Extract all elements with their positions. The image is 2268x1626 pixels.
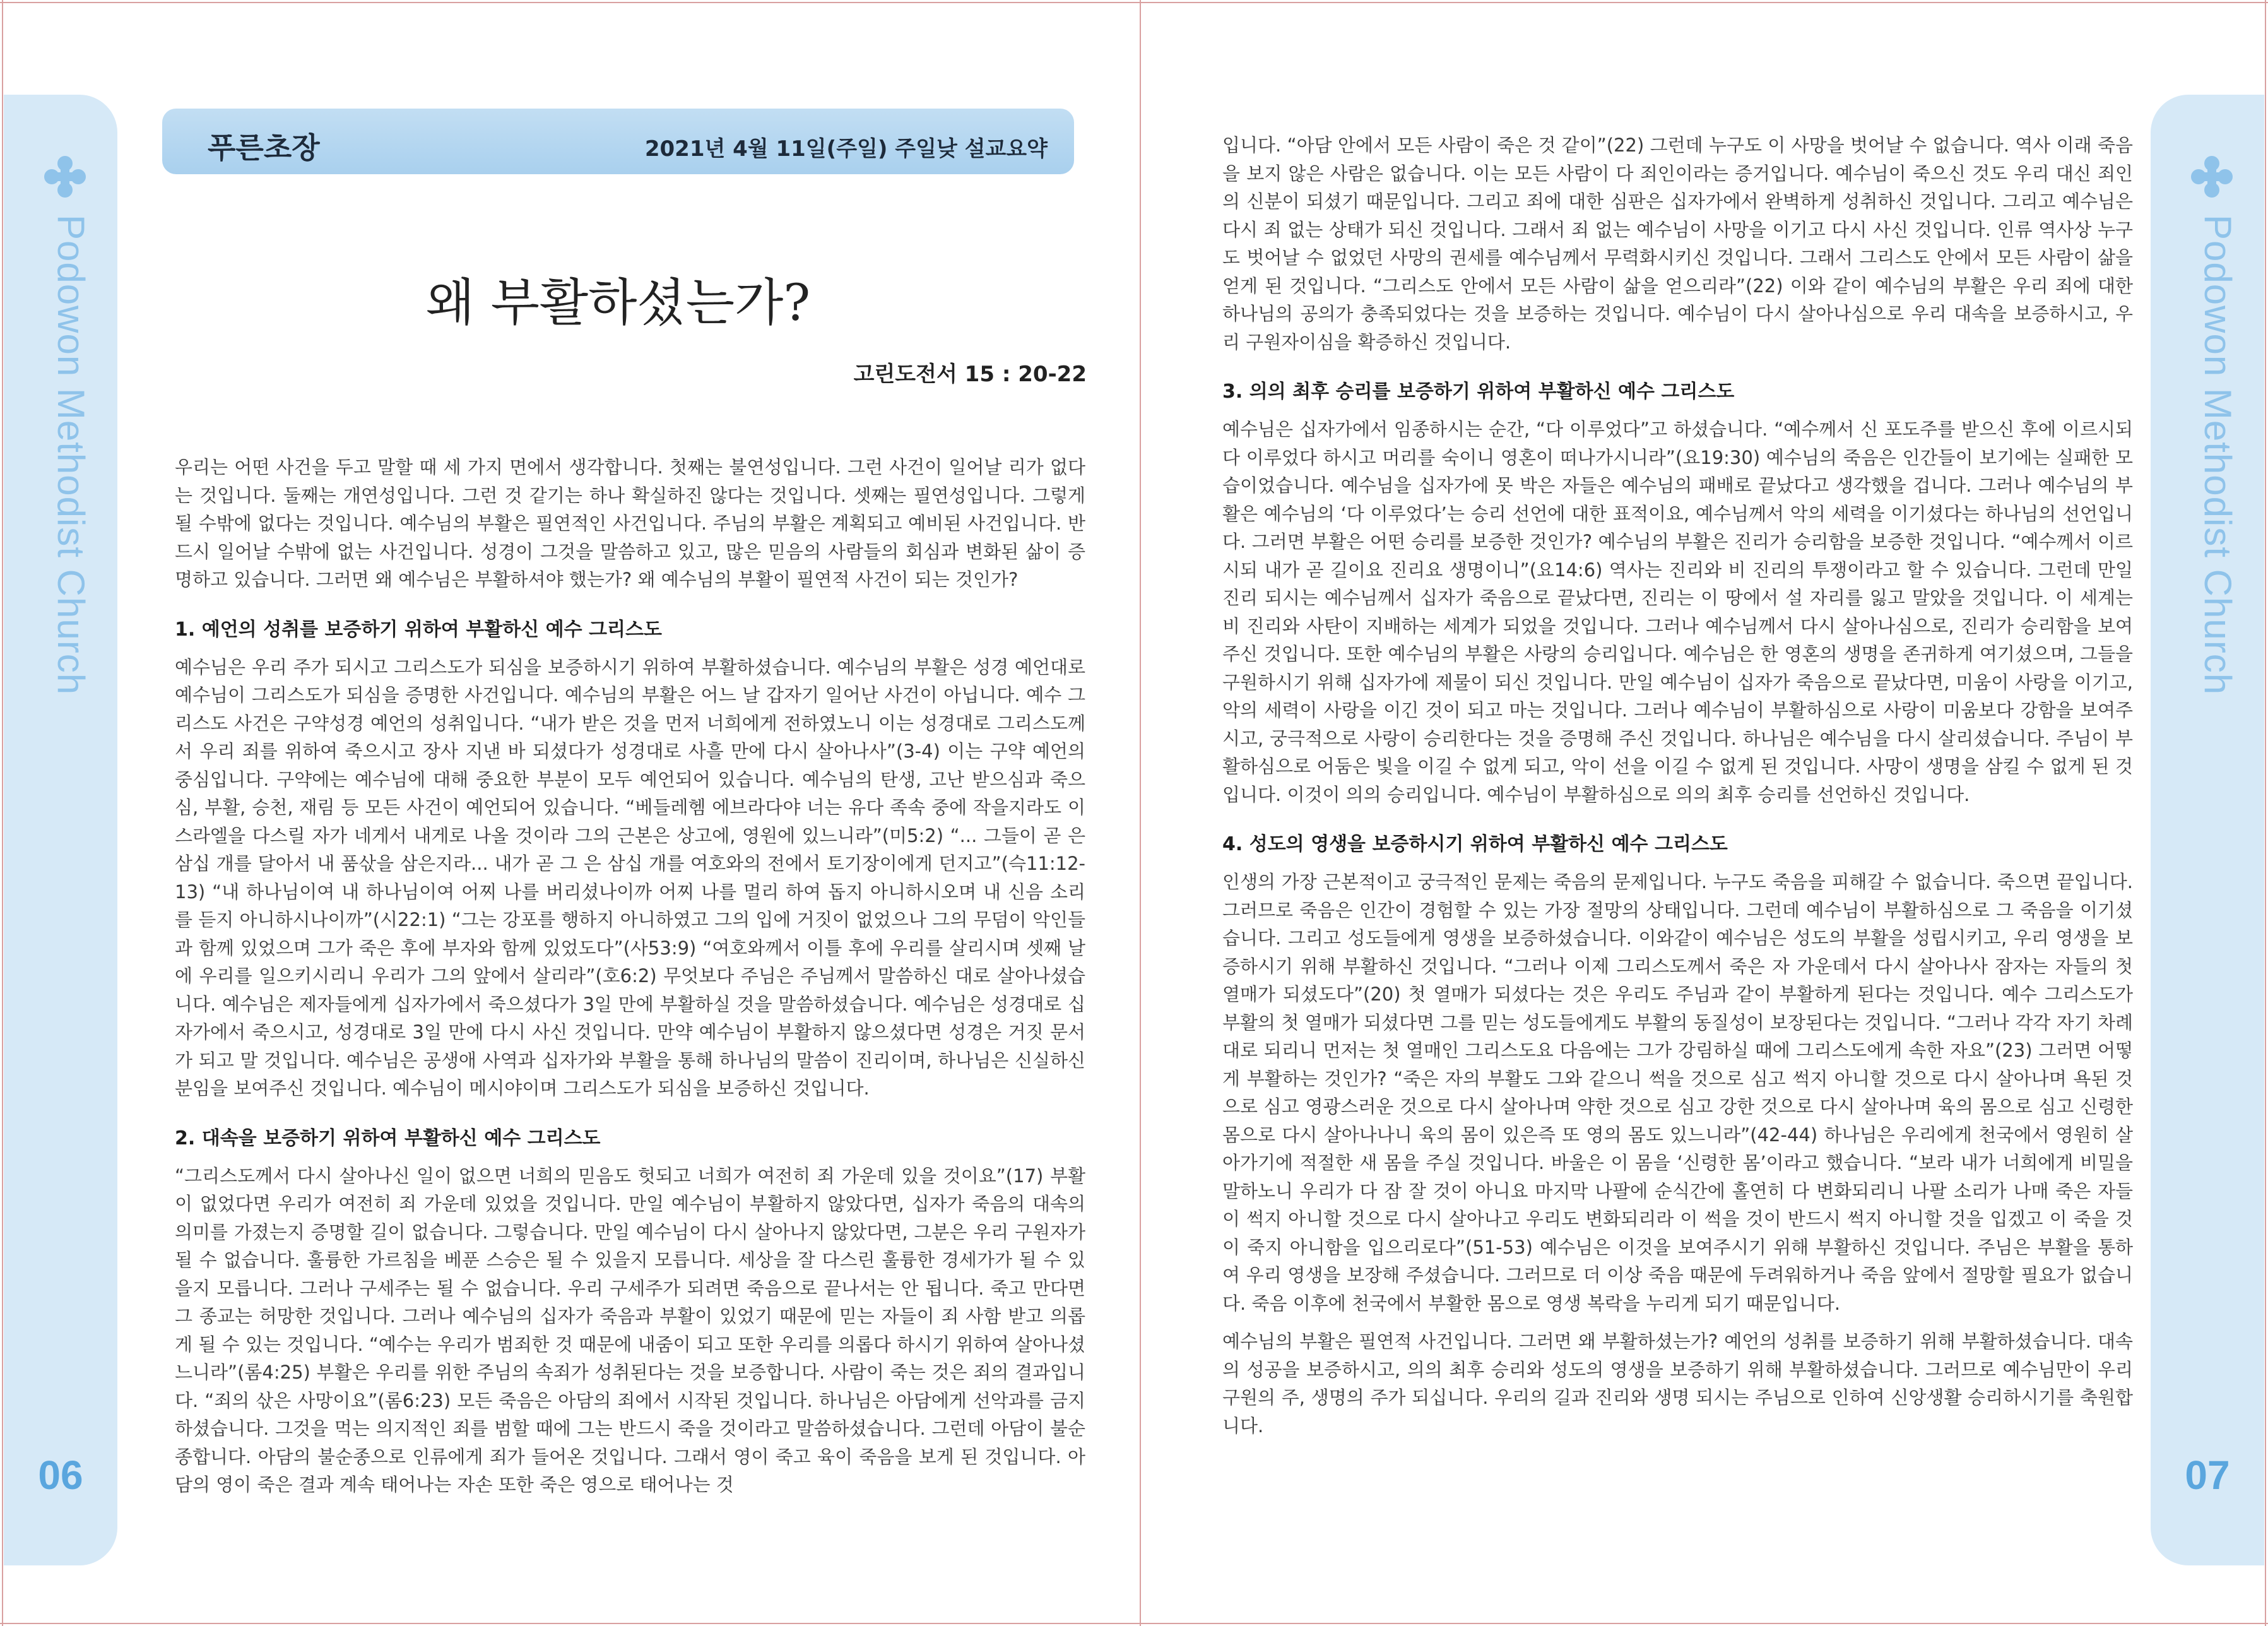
- page-number-left: 06: [38, 1452, 83, 1498]
- section-heading: 3. 의의 최후 승리를 보증하기 위하여 부활하신 예수 그리스도: [1222, 381, 1735, 403]
- page-number-right: 07: [2185, 1452, 2230, 1498]
- conclusion-paragraph: 예수님의 부활은 필연적 사건입니다. 그러면 왜 부활하셨는가? 예언의 성취를 보증하기 위해 부활하셨습니다. 대속의 성공을 보증하시고, 의의 최후 승리와 성도의 영생을 보증하기 위해 부활하셨습니다. 그러므로 예수님만이 우리 구원의 주, 생명의 주가 되십니다. 우리의 길과 진리와 생명 되시는 주님으로 인하여 신앙생활 승리하시기를 축원합니다.: [1222, 1331, 2133, 1437]
- crop-line-top: [0, 2, 2268, 3]
- section-heading: 1. 예언의 성취를 보증하기 위하여 부활하신 예수 그리스도: [175, 618, 662, 641]
- section-heading: 2. 대속을 보증하기 위하여 부활하신 예수 그리스도: [175, 1127, 601, 1149]
- sermon-date: 2021년 4월 11일(주일) 주일낮 설교요약: [644, 136, 1048, 162]
- crop-line-bottom: [0, 1623, 2268, 1624]
- church-name-vertical: Podowon Methodist Church: [2197, 215, 2239, 696]
- left-column: [175, 453, 1085, 1499]
- section-heading: 4. 성도의 영생을 보증하시기 위하여 부활하신 예수 그리스도: [1222, 833, 1728, 855]
- section-paragraph: 인생의 가장 근본적이고 궁극적인 문제는 죽음의 문제입니다. 누구도 죽음을 피해갈 수 없습니다. 죽으면 끝입니다. 그러므로 죽음은 인간이 경험할 수 있는 가장 절망의 상태입니다. 그런데 예수님이 부활하심으로 그 죽음을 이기셨습니다. 그리고 성도들에게 영생을 보증하셨습니다. 이와같이 예수님은 성도의 부활을 성립시키고, 우리 영생을 보증하시기 위해 부활하신 것입니다. “그러나 이제 그리스도께서 죽은 자 가운데서 다시 살아나사 잠자는 자들의 첫 열매가 되셨도다”(20) 첫 열매가 되셨다는 것은 우리도 주님과 같이 부활하게 된다는 것입니다. 예수 그리스도가 부활의 첫 열매가 되셨다면 그를 믿는 성도들에게도 부활의 동질성이 보장된다는 것입니다. “그러나 각각 자기 차례대로 되리니 먼저는 첫 열매인 그리스도요 다음에는 그가 강림하실 때에 그리스도에게 속한 자요”(23) 그러면 어떻게 부활하는 것인가? “죽은 자의 부활도 그와 같으니 썩을 것으로 심고 썩지 아니할 것으로 다시 살아나며 욕된 것으로 심고 영광스러운 것으로 다시 살아나며 약한 것으로 심고 강한 것으로 다시 살아나며 육의 몸으로 심고 신령한 몸으로 다시 살아나나니 육의 몸이 있은즉 또 영의 몸도 있느니라”(42-44) 하나님은 우리에게 천국에서 영원히 살아가기에 적절한 새 몸을 주실 것입니다. 바울은 이 몸을 ‘신령한 몸’이라고 했습니다. “보라 내가 너희에게 비밀을 말하노니 우리가 다 잠 잘 것이 아니요 마지막 나팔에 순식간에 홀연히 다 변화되리니 나팔 소리가 나매 죽은 자들이 썩지 아니할 것으로 다시 살아나고 우리도 변화되리라 이 썩을 것이 반드시 썩지 아니할 것을 입겠고 이 죽을 것이 죽지 아니함을 입으리로다”(51-53) 예수님은 이것을 보여주시기 위해 부활하신 것입니다. 주님은 부활을 통하여 우리 영생을 보장해 주셨습니다. 그러므로 더 이상 죽음 때문에 두려워하거나 죽음 앞에서 절망할 필요가 없습니다. 죽음 이후에 천국에서 부활한 몸으로 영생 복락을 누리게 되기 때문입니다.: [1222, 871, 2133, 1314]
- crop-line-left: [2, 0, 3, 1626]
- section-paragraph: 예수님은 우리 주가 되시고 그리스도가 되심을 보증하시기 위하여 부활하셨습니다. 예수님의 부활은 성경 예언대로 예수님이 그리스도가 되심을 증명한 사건입니다. 예수님의 부활은 어느 날 갑자기 일어난 사건이 아닙니다. 예수 그리스도 사건은 구약성경 예언의 성취입니다. “내가 받은 것을 먼저 너희에게 전하였노니 이는 성경대로 그리스도께서 우리 죄를 위하여 죽으시고 장사 지낸 바 되셨다가 성경대로 사흘 만에 다시 살아나사”(3-4) 이는 구약 예언의 중심입니다. 구약에는 예수님에 대해 중요한 부분이 모두 예언되어 있습니다. 예수님의 탄생, 고난 받으심과 죽으심, 부활, 승천, 재림 등 모든 사건이 예언되어 있습니다. “베들레헴 에브라다야 너는 유다 족속 중에 작을지라도 이스라엘을 다스릴 자가 네게서 내게로 나올 것이라 그의 근본은 상고에, 영원에 있느니라”(미5:2) “... 그들이 곧 은 삼십 개를 달아서 내 품삯을 삼은지라... 내가 곧 그 은 삼십 개를 여호와의 전에서 토기장이에게 던지고”(슥11:12-13) “내 하나님이여 내 하나님이여 어찌 나를 버리셨나이까 어찌 나를 멀리 하여 돕지 아니하시오며 내 신음 소리를 듣지 아니하시나이까”(시22:1) “그는 강포를 행하지 아니하였고 그의 입에 거짓이 없었으나 그의 무덤이 악인들과 함께 있었으며 그가 죽은 후에 부자와 함께 있었도다”(사53:9) “여호와께서 이틀 후에 우리를 살리시며 셋째 날에 우리를 일으키시리니 우리가 그의 앞에서 살리라”(호6:2) 무엇보다 주님은 주님께서 말씀하신 대로 살아나셨습니다. 예수님은 제자들에게 십자가에서 죽으셨다가 3일 만에 부활하실 것을 말씀하셨습니다. 예수님은 성경대로 십자가에서 죽으시고, 성경대로 3일 만에 다시 사신 것입니다. 만약 예수님이 부활하지 않으셨다면 성경은 거짓 문서가 되고 말 것입니다. 예수님은 공생애 사역과 십자가와 부활을 통해 하나님의 말씀이 진리이며, 하나님은 신실하신 분임을 보여주신 것입니다. 예수님이 메시야이며 그리스도가 되심을 보증하신 것입니다.: [175, 656, 1085, 1099]
- intro-paragraph: 우리는 어떤 사건을 두고 말할 때 세 가지 면에서 생각합니다. 첫째는 불연성입니다. 그런 사건이 일어날 리가 없다는 것입니다. 둘째는 개연성입니다. 그런 것 같기는 하나 확실하진 않다는 것입니다. 셋째는 필연성입니다. 그렇게 될 수밖에 없다는 것입니다. 예수님의 부활은 필연적인 사건입니다. 주님의 부활은 계획되고 예비된 사건입니다. 반드시 일어날 수밖에 없는 사건입니다. 성경이 그것을 말씀하고 있고, 많은 믿음의 사람들의 회심과 변화된 삶이 증명하고 있습니다. 그러면 왜 예수님은 부활하셔야 했는가? 왜 예수님의 부활이 필연적 사건이 되는 것인가?: [175, 456, 1085, 590]
- section-paragraph: 예수님은 십자가에서 임종하시는 순간, “다 이루었다”고 하셨습니다. “예수께서 신 포도주를 받으신 후에 이르시되 다 이루었다 하시고 머리를 숙이니 영혼이 떠나가시니라”(요19:30) 예수님의 죽음은 인간들이 보기에는 실패한 모습이었습니다. 예수님을 십자가에 못 박은 자들은 예수님의 패배로 끝났다고 생각했을 겁니다. 그러나 예수님의 부활은 예수님의 ‘다 이루었다’는 승리 선언에 대한 표적이요, 예수님께서 악의 세력을 이기셨다는 하나님의 선언입니다. 그러면 부활은 어떤 승리를 보증한 것인가? 예수님의 부활은 진리가 승리함을 보증한 것입니다. “예수께서 이르시되 내가 곧 길이요 진리요 생명이니”(요14:6) 역사는 진리와 비 진리의 투쟁이라고 할 수 있습니다. 그런데 만일 진리 되시는 예수님께서 십자가 죽음으로 끝났다면, 진리는 이 땅에서 설 자리를 잃고 말았을 것입니다. 이 세계는 비 진리와 사탄이 지배하는 세계가 되었을 것입니다. 그러나 예수님께서 다시 살아나심으로, 진리가 승리함을 보여주신 것입니다. 또한 예수님의 부활은 사랑의 승리입니다. 예수님은 한 영혼의 생명을 존귀하게 여기셨으며, 그들을 구원하시기 위해 십자가에 제물이 되신 것입니다. 만일 예수님이 십자가 죽음으로 끝났다면, 미움이 사랑을 이기고, 악의 세력이 사랑을 이긴 것이 되고 마는 것입니다. 그러나 예수님이 부활하심으로 사랑이 미움보다 강함을 보여주시고, 궁극적으로 사랑이 승리한다는 것을 증명해 주신 것입니다. 하나님은 예수님을 다시 살리셨습니다. 주님이 부활하심으로 어둠은 빛을 이길 수 없게 되고, 악이 선을 이길 수 없게 된 것입니다. 사망이 생명을 삼킬 수 없게 된 것입니다. 이것이 의의 승리입니다. 예수님이 부활하심으로 의의 최후 승리를 선언하신 것입니다.: [1222, 418, 2133, 805]
- section-paragraph: “그리스도께서 다시 살아나신 일이 없으면 너희의 믿음도 헛되고 너희가 여전히 죄 가운데 있을 것이요”(17) 부활이 없었다면 우리가 여전히 죄 가운데 있었을 것입니다. 만일 예수님이 부활하지 않았다면, 십자가 죽음의 대속의 의미를 가졌는지 증명할 길이 없습니다. 그렇습니다. 만일 예수님이 다시 살아나지 않았다면, 그분은 우리 구원자가 될 수 없습니다. 훌륭한 가르침을 베푼 스승은 될 수 있을지 모릅니다. 세상을 잘 다스린 훌륭한 경세가가 될 수 있을지 모릅니다. 그러나 구세주는 될 수 없습니다. 우리 구세주가 되려면 죽음으로 끝나서는 안 됩니다. 죽고 만다면 그 종교는 허망한 것입니다. 그러나 예수님의 십자가 죽음과 부활이 있었기 때문에 믿는 자들이 죄 사함 받고 의롭게 될 수 있는 것입니다. “예수는 우리가 범죄한 것 때문에 내줌이 되고 또한 우리를 의롭다 하시기 위하여 살아나셨느니라”(롬4:25) 부활은 우리를 위한 주님의 속죄가 성취된다는 것을 보증합니다. 사람이 죽는 것은 죄의 결과입니다. “죄의 삯은 사망이요”(롬6:23) 모든 죽음은 아담의 죄에서 시작된 것입니다. 하나님은 아담에게 선악과를 금지하셨습니다. 그것을 먹는 의지적인 죄를 범할 때에 그는 반드시 죽을 것이라고 말씀하셨습니다. 그런데 아담이 불순종합니다. 아담의 불순종으로 인류에게 죄가 들어온 것입니다. 그래서 영이 죽고 육이 죽음을 보게 된 것입니다. 아담의 영이 죽은 결과 계속 태어나는 자손 또한 죽은 영으로 태어나는 것: [175, 1165, 1085, 1495]
- church-name-vertical: Podowon Methodist Church: [50, 215, 92, 696]
- crop-line-right: [2265, 0, 2266, 1626]
- sermon-title: 왜 부활하셨는가?: [425, 273, 811, 332]
- right-side-tab: [2151, 95, 2264, 1565]
- scripture-reference: 고린도전서 15 : 20-22: [853, 362, 1087, 387]
- section-tag: 푸른초장: [208, 131, 320, 165]
- left-side-tab: [4, 95, 117, 1565]
- cross-icon: [43, 155, 87, 199]
- right-column: [1222, 131, 2133, 1440]
- cross-icon: [2190, 155, 2234, 199]
- continuation-paragraph: 입니다. “아담 안에서 모든 사람이 죽은 것 같이”(22) 그런데 누구도 이 사망을 벗어날 수 없습니다. 역사 이래 죽음을 보지 않은 사람은 없습니다. 이는 모든 사람이 다 죄인이라는 증거입니다. 예수님이 죽으신 것도 우리 대신 죄인의 신분이 되셨기 때문입니다. 그리고 죄에 대한 심판은 십자가에서 완벽하게 성취하신 것입니다. 그리고 예수님은 다시 죄 없는 상태가 되신 것입니다. 그래서 죄 없는 예수님이 사망을 이기고 다시 사신 것입니다. 인류 역사상 누구도 벗어날 수 없었던 사망의 권세를 예수님께서 무력화시키신 것입니다. 그래서 그리스도 안에서 모든 사람이 삶을 얻게 된 것입니다. “그리스도 안에서 모든 사람이 삶을 얻으리라”(22) 이와 같이 예수님의 부활은 우리 죄에 대한 하나님의 공의가 충족되었다는 것을 보증하는 것입니다. 예수님이 다시 살아나심으로 우리 대속을 보증하시고, 우리 구원자이심을 확증하신 것입니다.: [1222, 134, 2133, 353]
- section-header-bar: [162, 109, 1074, 174]
- page-gutter: [1140, 0, 1141, 1626]
